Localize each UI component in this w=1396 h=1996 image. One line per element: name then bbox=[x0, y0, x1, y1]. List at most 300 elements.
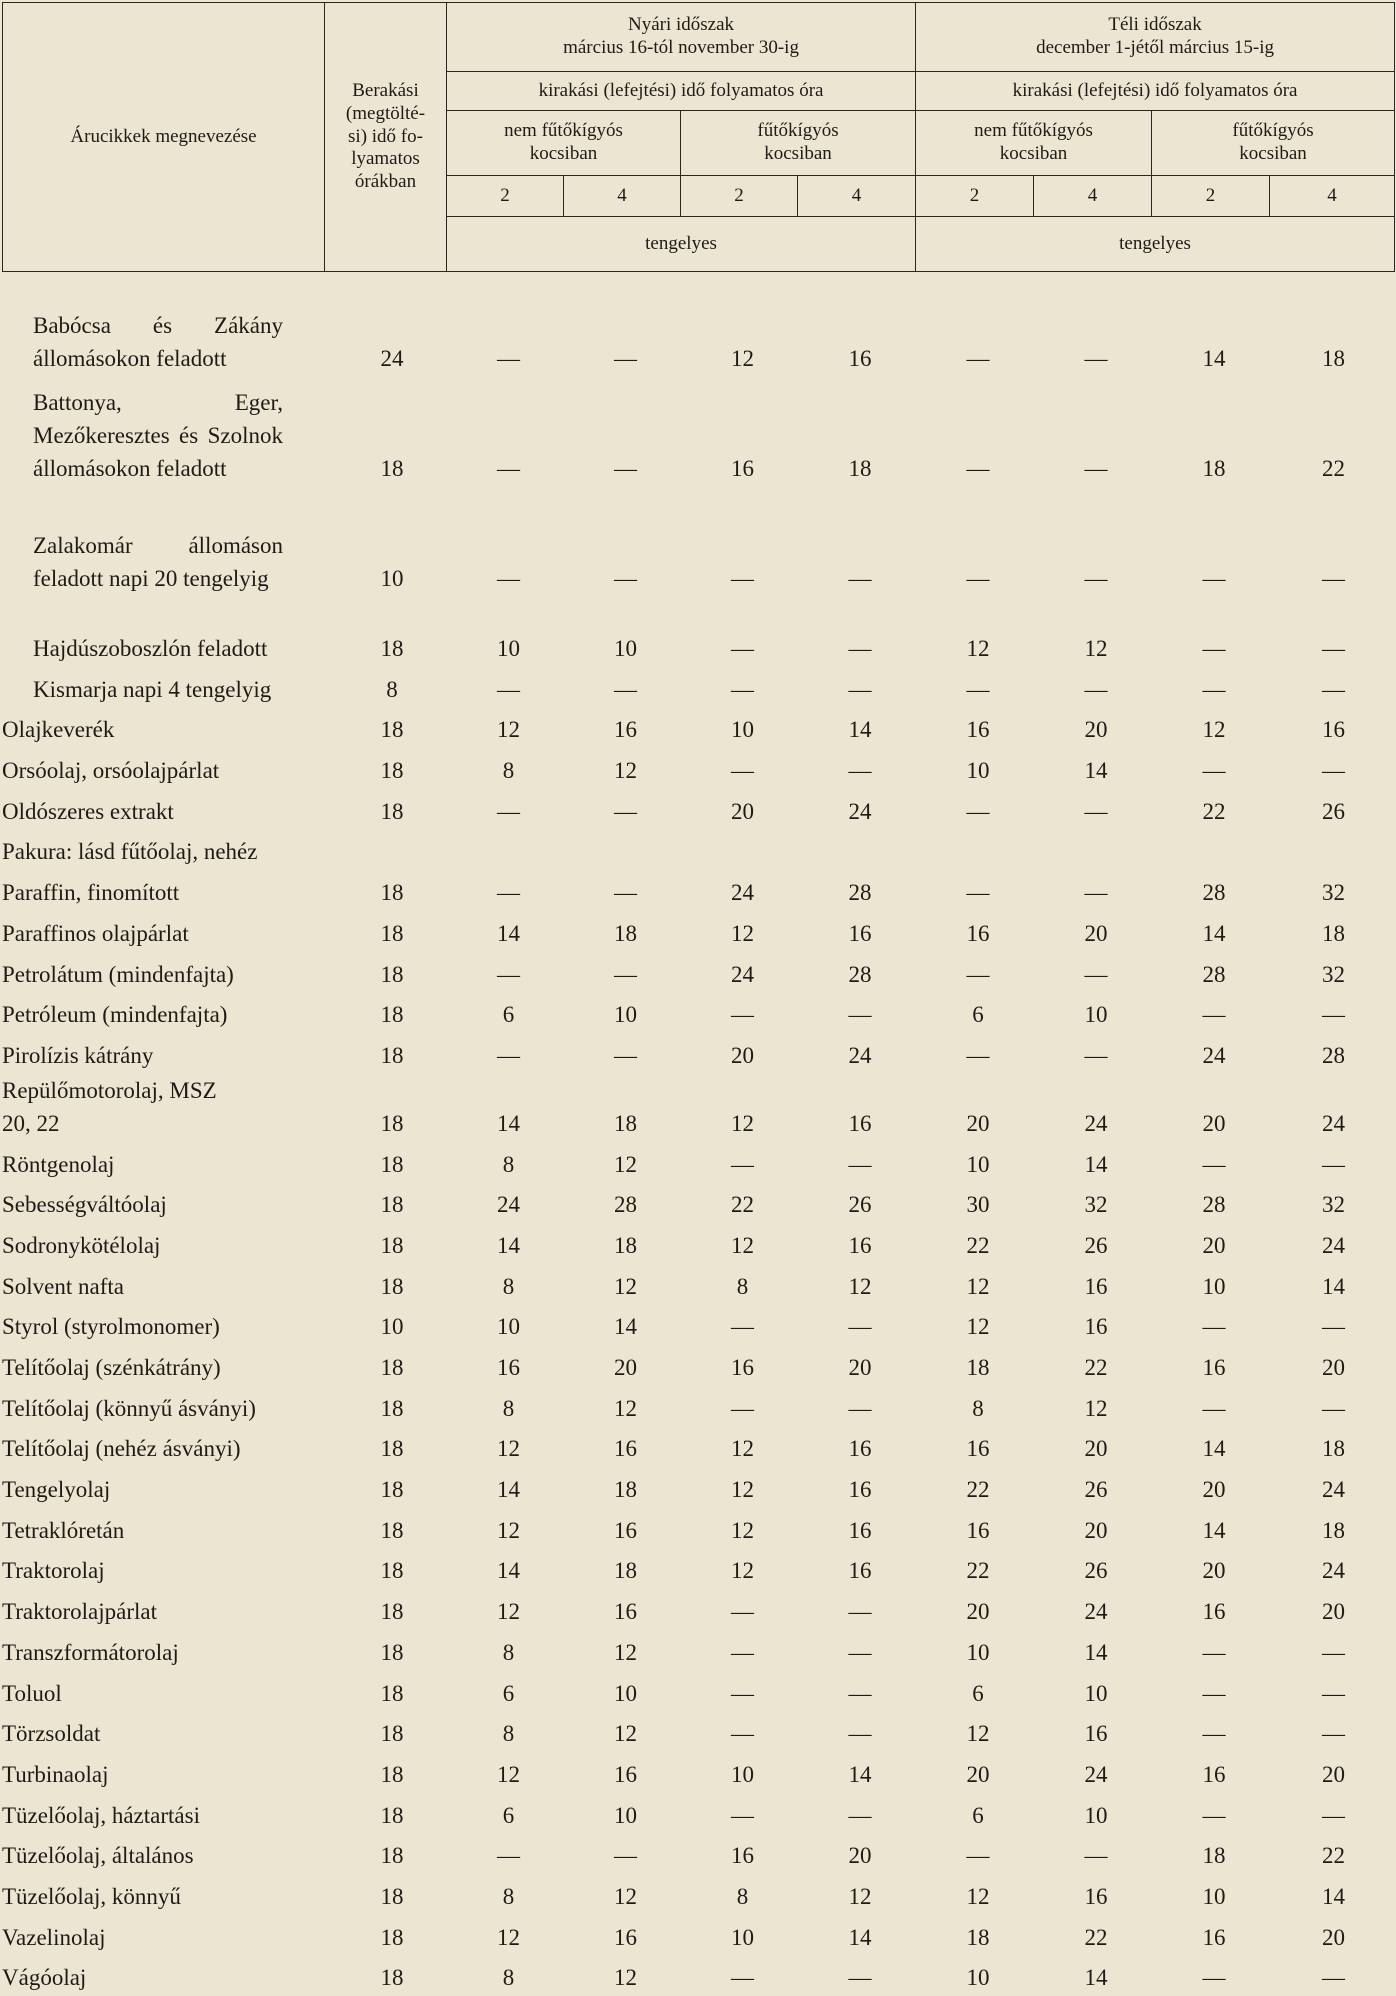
unloading-time-cell: 20 bbox=[731, 1042, 754, 1068]
product-name-cell bbox=[2, 911, 334, 952]
loading-time-cell: 18 bbox=[380, 1192, 404, 1218]
product-name: Oldószeres extrakt bbox=[2, 798, 174, 824]
unloading-time-cell: — bbox=[966, 676, 990, 702]
unloading-time-cell: 12 bbox=[614, 1395, 637, 1421]
unloading-time-cell: 12 bbox=[848, 1883, 872, 1909]
unloading-time-cell: — bbox=[731, 1151, 754, 1177]
summer-not-heated-header: nem fűtőkígyós kocsiban bbox=[447, 111, 681, 176]
unloading-time-cell: — bbox=[966, 456, 990, 481]
product-name: Tüzelőolaj, általános bbox=[2, 1843, 194, 1869]
loading-time-cell: 18 bbox=[380, 1002, 404, 1028]
unloading-time-cell: 28 bbox=[614, 1192, 637, 1218]
unloading-time-cell: 10 bbox=[966, 1151, 990, 1177]
winter-not-heated-header: nem fűtőkígyós kocsiban bbox=[916, 111, 1152, 176]
unloading-time-cell: 16 bbox=[614, 1924, 637, 1950]
unloading-time-cell: 18 bbox=[966, 1924, 990, 1950]
axle-count-header: 2 bbox=[681, 176, 798, 217]
unloading-time-cell: 20 bbox=[966, 1599, 990, 1625]
unloading-time-cell: 10 bbox=[966, 1965, 990, 1991]
unloading-time-cell: 32 bbox=[1084, 1192, 1108, 1218]
unloading-time-cell: 16 bbox=[966, 1517, 990, 1543]
unloading-time-cell: — bbox=[1084, 880, 1108, 906]
unloading-time-cell: — bbox=[1322, 1721, 1345, 1747]
unloading-time-cell: 14 bbox=[497, 1232, 520, 1258]
product-name: Olajkeverék bbox=[2, 717, 115, 743]
column-header-table bbox=[2, 2, 1395, 272]
unloading-time-cell: — bbox=[1322, 1151, 1345, 1177]
unloading-time-cell: 28 bbox=[1202, 880, 1226, 906]
loading-time-cell: 18 bbox=[380, 1395, 404, 1421]
unloading-time-cell: — bbox=[966, 961, 990, 987]
unloading-time-cell: 26 bbox=[1084, 1232, 1108, 1258]
unloading-time-cell: — bbox=[731, 676, 754, 702]
loading-time-cell: 18 bbox=[380, 636, 404, 661]
unloading-time-cell: 14 bbox=[848, 717, 872, 743]
unloading-time-cell: 24 bbox=[848, 798, 872, 824]
unloading-time-cell: — bbox=[1202, 1002, 1226, 1028]
table-row bbox=[2, 748, 1394, 789]
unloading-time-cell: 16 bbox=[1084, 1314, 1108, 1340]
unloading-time-cell: 8 bbox=[502, 1151, 515, 1177]
product-name: Solvent nafta bbox=[2, 1273, 124, 1299]
table-row bbox=[2, 1345, 1394, 1386]
unloading-time-cell: 18 bbox=[966, 1355, 990, 1380]
unloading-time-cell: 28 bbox=[848, 880, 872, 906]
unloading-time-cell: 12 bbox=[614, 1965, 637, 1991]
unloading-time-cell: 14 bbox=[497, 920, 520, 946]
unloading-time-cell: — bbox=[848, 566, 872, 591]
product-name-cell bbox=[2, 1956, 334, 1996]
table-row bbox=[2, 1223, 1394, 1264]
product-name-cell bbox=[2, 1264, 334, 1305]
unloading-time-cell: 20 bbox=[1322, 1761, 1345, 1787]
unloading-time-cell: 10 bbox=[497, 1314, 520, 1340]
unloading-time-cell: — bbox=[614, 346, 637, 371]
unloading-time-cell: — bbox=[966, 880, 990, 906]
product-name: Petrolátum (mindenfajta) bbox=[2, 961, 234, 987]
unloading-time-cell: 12 bbox=[966, 636, 990, 661]
table-row bbox=[2, 708, 1394, 749]
axle-count-header: 4 bbox=[798, 176, 916, 217]
product-name: Turbinaolaj bbox=[2, 1761, 109, 1787]
unloading-time-cell: 10 bbox=[497, 636, 520, 661]
unloading-time-cell: — bbox=[1322, 1395, 1345, 1421]
unloading-time-cell: 12 bbox=[614, 1639, 637, 1665]
unloading-time-cell: — bbox=[614, 456, 637, 481]
table-row bbox=[2, 1956, 1394, 1996]
loading-time-cell: 18 bbox=[380, 1639, 404, 1665]
unloading-time-cell: — bbox=[848, 1002, 872, 1028]
unloading-time-cell: 16 bbox=[1322, 717, 1345, 743]
loading-time-cell: 18 bbox=[380, 1477, 404, 1503]
table-row bbox=[2, 1386, 1394, 1427]
unloading-time-cell: — bbox=[1202, 1395, 1226, 1421]
unloading-time-cell: 10 bbox=[1084, 1802, 1108, 1828]
unloading-time-cell: 28 bbox=[1202, 961, 1226, 987]
unloading-time-cell: 12 bbox=[966, 1314, 990, 1340]
axle-count-header: 4 bbox=[1034, 176, 1152, 217]
table-row bbox=[2, 597, 1394, 667]
unloading-time-cell: 12 bbox=[1084, 636, 1108, 661]
unloading-time-cell: 20 bbox=[1322, 1924, 1345, 1950]
table-row bbox=[2, 1033, 1394, 1074]
product-name-cell bbox=[2, 1874, 334, 1915]
unloading-time-cell: — bbox=[848, 1639, 872, 1665]
product-name: Transzformátorolaj bbox=[2, 1639, 179, 1665]
product-name-cell bbox=[2, 952, 334, 993]
unloading-time-cell: 8 bbox=[502, 1395, 515, 1421]
unloading-time-cell: — bbox=[1322, 1965, 1345, 1991]
unloading-time-cell: — bbox=[497, 880, 520, 906]
unloading-time-cell: 10 bbox=[1202, 1883, 1226, 1909]
unloading-time-cell: 12 bbox=[731, 1558, 754, 1584]
unloading-time-cell: 14 bbox=[497, 1477, 520, 1503]
unloading-time-cell: 16 bbox=[848, 1110, 872, 1136]
unloading-time-cell: 18 bbox=[848, 456, 872, 481]
unloading-time-cell: 22 bbox=[731, 1192, 754, 1218]
product-name: Battonya, Eger, Mezőkeresztes és Szolnok állomásokon feladott bbox=[33, 390, 283, 481]
loading-time-cell: 18 bbox=[380, 880, 404, 906]
loading-time-cell: 18 bbox=[380, 1355, 404, 1380]
unloading-time-cell: 10 bbox=[1084, 1680, 1108, 1706]
winter-period-header: Téli időszak december 1-jétől március 15-ig bbox=[916, 3, 1395, 72]
unloading-time-cell: 14 bbox=[1084, 1965, 1108, 1991]
unloading-time-cell: 8 bbox=[502, 1883, 515, 1909]
product-name: Orsóolaj, orsóolajpárlat bbox=[2, 758, 220, 784]
unloading-time-cell: 8 bbox=[502, 758, 515, 784]
unloading-time-cell bbox=[1037, 830, 1155, 871]
product-name-cell bbox=[2, 1793, 334, 1834]
product-name: Telítőolaj (könnyű ásványi) bbox=[2, 1395, 256, 1421]
product-name: Repülőmotorolaj, MSZ 20, 22 bbox=[2, 1077, 217, 1136]
unloading-time-cell: — bbox=[614, 1843, 637, 1869]
product-name-cell bbox=[2, 1345, 334, 1386]
table-row bbox=[2, 1874, 1394, 1915]
table-row bbox=[2, 487, 1394, 597]
unloading-time-cell: 8 bbox=[502, 1721, 515, 1747]
product-name: Zalakomár állomáson feladott napi 20 tengelyig bbox=[33, 533, 283, 591]
unloading-time-cell: 12 bbox=[731, 1517, 754, 1543]
product-name: Tetraklóretán bbox=[2, 1517, 125, 1543]
loading-time-cell: 18 bbox=[380, 1110, 404, 1136]
unloading-time-cell: 28 bbox=[848, 961, 872, 987]
unloading-time-cell: 12 bbox=[848, 1273, 872, 1299]
unloading-time-cell: — bbox=[848, 1680, 872, 1706]
unloading-time-cell: — bbox=[497, 456, 520, 481]
unloading-time-cell: 24 bbox=[1322, 1110, 1345, 1136]
product-name-cell bbox=[2, 1834, 334, 1875]
unloading-time-cell: 10 bbox=[966, 1639, 990, 1665]
unloading-time-cell: 26 bbox=[1084, 1558, 1108, 1584]
unloading-time-cell: 24 bbox=[1084, 1599, 1108, 1625]
unloading-time-cell: 10 bbox=[614, 1680, 637, 1706]
unloading-time-cell: — bbox=[966, 798, 990, 824]
table-row bbox=[2, 830, 1394, 871]
unloading-time-cell: 24 bbox=[1202, 1042, 1226, 1068]
product-name-cell bbox=[2, 830, 334, 871]
unloading-time-cell: — bbox=[1084, 566, 1108, 591]
table-row bbox=[2, 667, 1394, 708]
product-name: Paraffin, finomított bbox=[2, 880, 180, 906]
unloading-time-cell: — bbox=[1322, 676, 1345, 702]
unloading-time-cell: 24 bbox=[1084, 1761, 1108, 1787]
unloading-time-cell: 18 bbox=[1322, 346, 1345, 371]
table-row bbox=[2, 1834, 1394, 1875]
unloading-time-cell: 18 bbox=[1322, 920, 1345, 946]
unloading-time-cell: 20 bbox=[614, 1355, 637, 1380]
table-row bbox=[2, 1915, 1394, 1956]
winter-heated-header: fűtőkígyós kocsiban bbox=[1152, 111, 1395, 176]
product-name-header: Árucikkek megnevezése bbox=[3, 3, 325, 272]
unloading-time-cell: 22 bbox=[1084, 1355, 1108, 1380]
unloading-time-cell: 14 bbox=[1322, 1883, 1345, 1909]
loading-time-cell: 18 bbox=[380, 1558, 404, 1584]
unloading-time-cell: 20 bbox=[1322, 1599, 1345, 1625]
unloading-time-cell: — bbox=[497, 798, 520, 824]
product-name-cell bbox=[2, 748, 334, 789]
unloading-time-cell: 14 bbox=[1084, 1639, 1108, 1665]
unloading-time-cell: — bbox=[1084, 798, 1108, 824]
product-name: Pakura: lásd fűtőolaj, nehéz bbox=[2, 839, 258, 865]
table-row bbox=[2, 911, 1394, 952]
product-name-cell bbox=[2, 487, 334, 597]
unloading-time-cell: 16 bbox=[1202, 1599, 1226, 1625]
unloading-time-cell: 14 bbox=[1084, 1151, 1108, 1177]
unloading-time-cell: — bbox=[848, 1721, 872, 1747]
product-name: Sodronykötélolaj bbox=[2, 1232, 161, 1258]
product-name: Sebességváltóolaj bbox=[2, 1192, 167, 1218]
unloading-time-cell: 16 bbox=[848, 346, 872, 371]
unloading-time-cell: 18 bbox=[614, 1558, 637, 1584]
product-name: Tüzelőolaj, könnyű bbox=[2, 1883, 181, 1909]
unloading-time-cell: 8 bbox=[736, 1883, 749, 1909]
unloading-time-cell: — bbox=[731, 758, 754, 784]
unloading-time-cell bbox=[1155, 830, 1273, 871]
unloading-time-cell: — bbox=[1202, 1151, 1226, 1177]
unloading-time-cell: 30 bbox=[966, 1192, 990, 1218]
loading-time-cell: 18 bbox=[380, 1721, 404, 1747]
unloading-time-cell: — bbox=[731, 1680, 754, 1706]
product-name-cell bbox=[2, 1915, 334, 1956]
unloading-time-cell: 14 bbox=[848, 1924, 872, 1950]
loading-time-cell: 18 bbox=[380, 1680, 404, 1706]
unloading-time-cell: 10 bbox=[1202, 1273, 1226, 1299]
unloading-time-cell: 12 bbox=[497, 1517, 520, 1543]
unloading-time-cell: — bbox=[497, 346, 520, 371]
unloading-time-cell: — bbox=[1202, 1680, 1226, 1706]
product-name-cell bbox=[2, 1671, 334, 1712]
table-row bbox=[2, 1793, 1394, 1834]
unloading-time-cell: 12 bbox=[731, 1477, 754, 1503]
unloading-time-cell: — bbox=[731, 1395, 754, 1421]
unloading-time-cell: 6 bbox=[502, 1802, 515, 1828]
unloading-time-cell: — bbox=[1202, 1314, 1226, 1340]
unloading-time-cell: 6 bbox=[972, 1802, 984, 1828]
unloading-time-cell: 10 bbox=[731, 1924, 754, 1950]
summer-period-header: Nyári időszak március 16-tól november 30-ig bbox=[447, 3, 916, 72]
product-name-cell bbox=[2, 597, 334, 667]
loading-time-cell: 10 bbox=[380, 566, 404, 591]
unloading-time-cell: — bbox=[731, 1965, 754, 1991]
unloading-time-cell: — bbox=[1322, 1639, 1345, 1665]
loading-time-cell: 8 bbox=[386, 676, 398, 702]
product-name: Vazelinolaj bbox=[2, 1924, 106, 1950]
unloading-time-cell: 16 bbox=[1084, 1273, 1108, 1299]
unloading-time-cell: — bbox=[1202, 566, 1226, 591]
unloading-time-cell: 26 bbox=[1084, 1477, 1108, 1503]
unloading-time-cell: — bbox=[614, 676, 637, 702]
unloading-time-cell: 20 bbox=[1202, 1110, 1226, 1136]
product-name: Vágóolaj bbox=[2, 1965, 87, 1991]
unloading-time-cell: — bbox=[497, 566, 520, 591]
unloading-time-cell: — bbox=[1084, 1042, 1108, 1068]
table-body bbox=[2, 305, 1394, 1996]
unloading-time-cell: 16 bbox=[614, 1436, 637, 1462]
table-row bbox=[2, 870, 1394, 911]
product-name-cell bbox=[2, 1223, 334, 1264]
unloading-time-cell: 16 bbox=[966, 920, 990, 946]
unloading-time-cell: — bbox=[1084, 1843, 1108, 1869]
unloading-time-cell: 12 bbox=[1202, 717, 1226, 743]
unloading-time-cell: 16 bbox=[731, 456, 754, 481]
unloading-time-cell: — bbox=[966, 1042, 990, 1068]
unloading-time-cell: 14 bbox=[1202, 920, 1226, 946]
table-row bbox=[2, 1630, 1394, 1671]
product-name-cell bbox=[2, 1467, 334, 1508]
unloading-time-cell: 8 bbox=[972, 1395, 984, 1421]
unloading-time-cell: 18 bbox=[614, 1477, 637, 1503]
unloading-time-cell: — bbox=[731, 1639, 754, 1665]
unloading-time-cell: 20 bbox=[1084, 920, 1108, 946]
unloading-time-cell: 12 bbox=[731, 346, 754, 371]
unloading-time-cell: 24 bbox=[848, 1042, 872, 1068]
unloading-time-cell: — bbox=[848, 1965, 872, 1991]
unloading-time-cell: 12 bbox=[497, 1436, 520, 1462]
table-row bbox=[2, 1752, 1394, 1793]
unloading-time-cell: — bbox=[1322, 1802, 1345, 1828]
unloading-time-cell: 24 bbox=[731, 961, 754, 987]
unloading-time-cell: — bbox=[848, 676, 872, 702]
unloading-time-cell: 16 bbox=[966, 1436, 990, 1462]
loading-time-cell: 24 bbox=[380, 346, 404, 371]
unloading-time-cell bbox=[919, 830, 1037, 871]
unloading-time-cell: 12 bbox=[497, 1924, 520, 1950]
loading-time-cell: 10 bbox=[380, 1314, 404, 1340]
table-row bbox=[2, 377, 1394, 487]
product-name-cell bbox=[2, 667, 334, 708]
unloading-time-cell: 20 bbox=[731, 798, 754, 824]
loading-time-cell bbox=[334, 830, 450, 871]
unloading-time-cell: — bbox=[731, 1314, 754, 1340]
product-name: Paraffinos olajpárlat bbox=[2, 920, 189, 946]
unloading-time-cell bbox=[450, 830, 567, 871]
unloading-time-cell: 24 bbox=[1322, 1477, 1345, 1503]
unloading-time-cell: — bbox=[966, 566, 990, 591]
unloading-time-cell: 8 bbox=[502, 1273, 515, 1299]
unloading-time-cell: — bbox=[731, 1802, 754, 1828]
unloading-time-cell: 12 bbox=[497, 1761, 520, 1787]
unloading-time-cell: 14 bbox=[614, 1314, 637, 1340]
product-name: Telítőolaj (szénkátrány) bbox=[2, 1355, 221, 1380]
product-name-cell bbox=[2, 1508, 334, 1549]
unloading-time-cell: 16 bbox=[614, 717, 637, 743]
unloading-time-cell: 16 bbox=[1202, 1924, 1226, 1950]
unloading-time-cell: 14 bbox=[497, 1110, 520, 1136]
product-name: Hajdúszoboszlón feladott bbox=[33, 636, 268, 661]
unloading-time-cell: 22 bbox=[1202, 798, 1226, 824]
unloading-time-cell: — bbox=[614, 566, 637, 591]
unloading-time-cell: — bbox=[614, 798, 637, 824]
unloading-time-cell: 16 bbox=[848, 1436, 872, 1462]
product-name: Petróleum (mindenfajta) bbox=[2, 1002, 228, 1028]
unloading-time-cell: 20 bbox=[848, 1355, 872, 1380]
unloading-time-cell: 16 bbox=[848, 1517, 872, 1543]
unloading-time-cell: 24 bbox=[1322, 1558, 1345, 1584]
unloading-time-cell: — bbox=[731, 1599, 754, 1625]
unloading-time-cell: 12 bbox=[731, 1436, 754, 1462]
loading-time-cell: 18 bbox=[380, 961, 404, 987]
unloading-time-cell: 14 bbox=[1084, 758, 1108, 784]
unloading-time-cell: 10 bbox=[614, 1802, 637, 1828]
unloading-time-cell: 16 bbox=[848, 1477, 872, 1503]
unloading-time-cell: 22 bbox=[1322, 456, 1345, 481]
unloading-time-cell: 24 bbox=[731, 880, 754, 906]
loading-time-cell: 18 bbox=[380, 1273, 404, 1299]
product-name-cell bbox=[2, 1427, 334, 1468]
unloading-time-cell: 14 bbox=[1202, 346, 1226, 371]
unloading-time-cell: 10 bbox=[1084, 1002, 1108, 1028]
unloading-time-cell: 16 bbox=[966, 717, 990, 743]
unloading-time-cell: 6 bbox=[502, 1680, 515, 1706]
unloading-time-cell bbox=[801, 830, 919, 871]
unloading-time-cell: 10 bbox=[731, 717, 754, 743]
unloading-time-cell: 14 bbox=[1202, 1436, 1226, 1462]
loading-time-cell: 18 bbox=[380, 1802, 404, 1828]
unloading-time-cell: 14 bbox=[1322, 1273, 1345, 1299]
product-name-cell bbox=[2, 1712, 334, 1753]
unloading-time-cell: — bbox=[1202, 1965, 1226, 1991]
loading-time-cell: 18 bbox=[380, 920, 404, 946]
unloading-time-cell: 12 bbox=[966, 1273, 990, 1299]
unloading-time-cell: 20 bbox=[1202, 1477, 1226, 1503]
product-name-cell bbox=[2, 1033, 334, 1074]
unloading-time-cell: 16 bbox=[848, 1558, 872, 1584]
unloading-time-cell: 24 bbox=[1322, 1232, 1345, 1258]
unloading-time-cell: 22 bbox=[966, 1477, 990, 1503]
unloading-time-cell: 20 bbox=[966, 1110, 990, 1136]
unloading-time-cell: — bbox=[848, 1151, 872, 1177]
unloading-time-cell: — bbox=[848, 1599, 872, 1625]
unloading-time-cell: 16 bbox=[614, 1761, 637, 1787]
unloading-time-cell: — bbox=[1202, 636, 1226, 661]
unloading-time-cell bbox=[567, 830, 684, 871]
unloading-time-cell: 16 bbox=[1202, 1761, 1226, 1787]
unloading-time-cell: — bbox=[614, 880, 637, 906]
table-row bbox=[2, 1549, 1394, 1590]
loading-time-cell: 18 bbox=[380, 758, 404, 784]
unloading-time-cell: 12 bbox=[731, 920, 754, 946]
product-name-cell bbox=[2, 870, 334, 911]
unloading-time-cell: — bbox=[848, 636, 872, 661]
axle-count-header: 2 bbox=[916, 176, 1034, 217]
unloading-time-cell: 16 bbox=[731, 1355, 754, 1380]
unloading-time-cell bbox=[684, 830, 801, 871]
unloading-time-cell: 16 bbox=[1084, 1883, 1108, 1909]
axle-count-header: 4 bbox=[1270, 176, 1395, 217]
unloading-time-cell: 20 bbox=[1084, 717, 1108, 743]
product-name: Styrol (styrolmonomer) bbox=[2, 1314, 220, 1340]
unloading-time-cell: — bbox=[1322, 566, 1345, 591]
